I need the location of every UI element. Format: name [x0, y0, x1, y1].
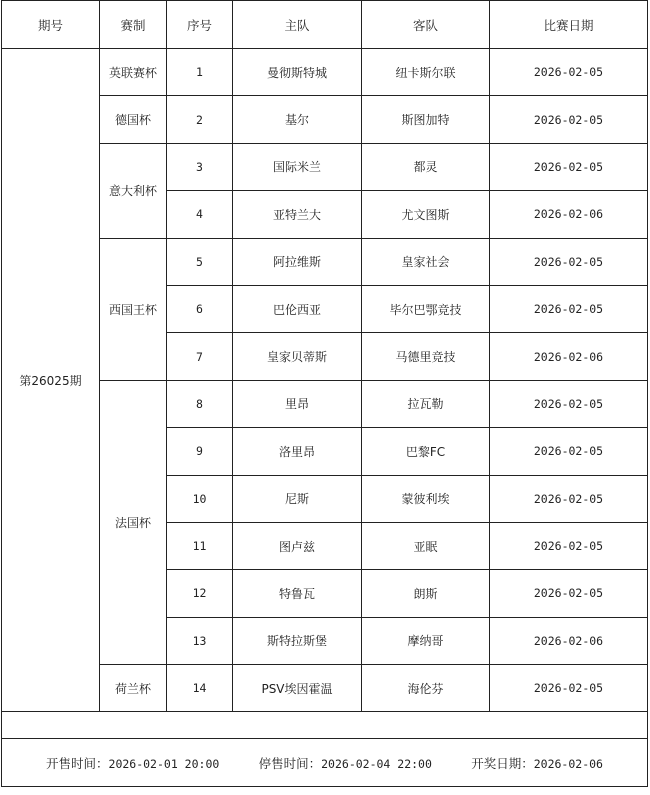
home-team-cell: 曼彻斯特城 [233, 49, 362, 96]
sale-info [2, 754, 647, 772]
seq-cell: 7 [167, 333, 233, 380]
seq-cell: 2 [167, 96, 233, 143]
draw-date-label: 开奖日期： [471, 755, 534, 771]
home-team-cell: 皇家贝蒂斯 [233, 333, 362, 380]
competition-cell: 西国王杯 [100, 238, 167, 380]
date-cell: 2026-02-05 [490, 96, 648, 143]
away-team-cell: 巴黎FC [362, 428, 490, 475]
seq-cell: 8 [167, 380, 233, 427]
away-team-cell: 毕尔巴鄂竞技 [362, 285, 490, 332]
away-team-cell: 摩纳哥 [362, 617, 490, 664]
header-date: 比赛日期 [490, 1, 648, 49]
seq-cell: 6 [167, 285, 233, 332]
schedule-table [1, 0, 648, 787]
home-team-cell: PSV埃因霍温 [233, 665, 362, 712]
away-team-cell: 蒙彼利埃 [362, 475, 490, 522]
header-row [2, 1, 648, 49]
date-cell: 2026-02-05 [490, 238, 648, 285]
competition-cell: 荷兰杯 [100, 665, 167, 712]
home-team-cell: 基尔 [233, 96, 362, 143]
away-team-cell: 纽卡斯尔联 [362, 49, 490, 96]
home-team-cell: 特鲁瓦 [233, 570, 362, 617]
home-team-cell: 洛里昂 [233, 428, 362, 475]
draw-date-value: 2026-02-06 [533, 756, 603, 771]
header-competition: 赛制 [100, 1, 167, 49]
away-team-cell: 斯图加特 [362, 96, 490, 143]
date-cell: 2026-02-05 [490, 475, 648, 522]
sale-start-label: 开售时间： [46, 755, 109, 771]
sale-start-value: 2026-02-01 20:00 [108, 756, 220, 771]
table-row [2, 49, 648, 96]
date-cell: 2026-02-05 [490, 285, 648, 332]
competition-cell: 德国杯 [100, 96, 167, 143]
competition-cell: 英联赛杯 [100, 49, 167, 96]
home-team-cell: 里昂 [233, 380, 362, 427]
spacer-cell [2, 712, 648, 739]
away-team-cell: 尤文图斯 [362, 191, 490, 238]
seq-cell: 5 [167, 238, 233, 285]
home-team-cell: 国际米兰 [233, 143, 362, 190]
header-home: 主队 [233, 1, 362, 49]
home-team-cell: 图卢兹 [233, 522, 362, 569]
date-cell: 2026-02-05 [490, 428, 648, 475]
seq-cell: 1 [167, 49, 233, 96]
sale-start-info [46, 754, 219, 772]
home-team-cell: 斯特拉斯堡 [233, 617, 362, 664]
away-team-cell: 都灵 [362, 143, 490, 190]
home-team-cell: 尼斯 [233, 475, 362, 522]
header-period: 期号 [2, 1, 100, 49]
away-team-cell: 拉瓦勒 [362, 380, 490, 427]
competition-cell: 意大利杯 [100, 143, 167, 238]
footer-row [2, 739, 648, 787]
away-team-cell: 海伦芬 [362, 665, 490, 712]
seq-cell: 13 [167, 617, 233, 664]
header-away: 客队 [362, 1, 490, 49]
seq-cell: 10 [167, 475, 233, 522]
date-cell: 2026-02-05 [490, 570, 648, 617]
date-cell: 2026-02-06 [490, 333, 648, 380]
seq-cell: 4 [167, 191, 233, 238]
sale-stop-label: 停售时间： [258, 755, 322, 771]
date-cell: 2026-02-05 [490, 143, 648, 190]
away-team-cell: 皇家社会 [362, 238, 490, 285]
competition-cell: 法国杯 [100, 380, 167, 664]
away-team-cell: 马德里竞技 [362, 333, 490, 380]
seq-cell: 11 [167, 522, 233, 569]
home-team-cell: 巴伦西亚 [233, 285, 362, 332]
home-team-cell: 亚特兰大 [233, 191, 362, 238]
date-cell: 2026-02-05 [490, 522, 648, 569]
seq-cell: 12 [167, 570, 233, 617]
spacer-row [2, 712, 648, 739]
seq-cell: 3 [167, 143, 233, 190]
sale-stop-info [259, 754, 432, 772]
date-cell: 2026-02-05 [490, 665, 648, 712]
away-team-cell: 朗斯 [362, 570, 490, 617]
footer-cell [2, 739, 648, 787]
seq-cell: 9 [167, 428, 233, 475]
header-seq: 序号 [167, 1, 233, 49]
home-team-cell: 阿拉维斯 [233, 238, 362, 285]
seq-cell: 14 [167, 665, 233, 712]
date-cell: 2026-02-05 [490, 49, 648, 96]
date-cell: 2026-02-06 [490, 617, 648, 664]
draw-date-info [471, 754, 603, 772]
date-cell: 2026-02-06 [490, 191, 648, 238]
sale-stop-value: 2026-02-04 22:00 [321, 756, 432, 771]
date-cell: 2026-02-05 [490, 380, 648, 427]
period-cell: 第26025期 [2, 49, 100, 712]
away-team-cell: 亚眠 [362, 522, 490, 569]
